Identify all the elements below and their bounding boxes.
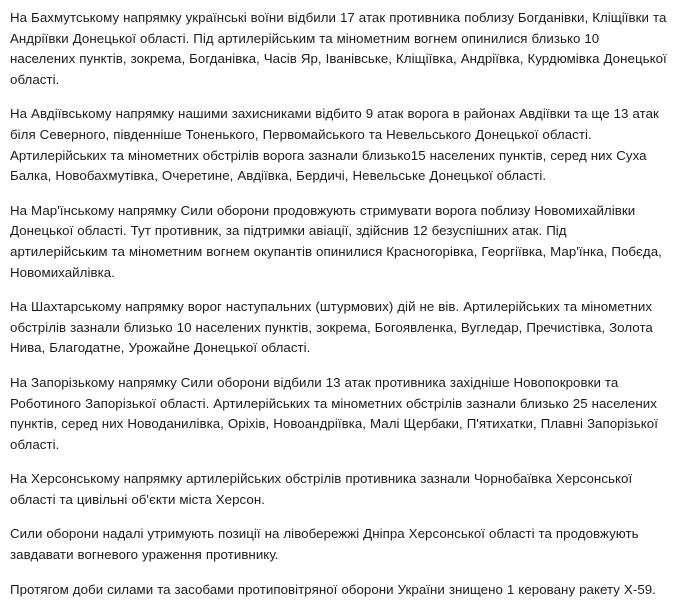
report-paragraph: На Херсонському напрямку артилерійських обстрілів противника зазнали Чорнобаївка Херсонської області та цивільні об'єкти міста Херсон. <box>10 471 633 507</box>
report-paragraph: Протягом доби силами та засобами протиповітряної оборони України знищено 1 керовану ракету Х-59. <box>10 581 656 597</box>
report-paragraph: На Запорізькому напрямку Сили оборони відбили 13 атак противника західніше Новопокровки та Роботиного Запорізької області. Артилерійських та мінометних обстрілів зазнали близько 25 населених пунктів, серед них Новоданилівка, Оріхів, Новоандріївка, Малі Щербаки, П'ятихатки, Плавні Запорізької області. <box>10 374 658 452</box>
report-paragraph: На Авдіївському напрямку нашими захисниками відбито 9 атак ворога в районах Авдіївки та ще 13 атак біля Северного, південніше Тоненького, Первомайського та Невельського Донецької області. Артилерійських та мінометних обстрілів ворога зазнали близько15 населених пунктів, серед них Суха Балка, Новобахмутівка, Очеретине, Авдіївка, Бердичі, Невельське Донецької області. <box>10 106 659 184</box>
report-paragraph: На Шахтарському напрямку ворог наступальних (штурмових) дій не вів. Артилерійських та мінометних обстрілів зазнали близько 10 населених пунктів, зокрема, Богоявленка, Вугледар, Пречистівка, Золота Нива, Благодатне, Урожайне Донецької області. <box>10 299 653 356</box>
report-paragraph: На Бахмутському напрямку українські воїни відбили 17 атак противника поблизу Богданівки, Кліщіївки та Андріївки Донецької області. Під артилерійським та мінометним вогнем опинилися близько 10 населених пунктів, зокрема, Богданівка, Часів Яр, Іванівське, Кліщіївка, Андріївка, Курдюмівка Донецької області. <box>10 10 667 87</box>
report-paragraph: На Мар'їнському напрямку Сили оборони продовжують стримувати ворога поблизу Новомихайлівки Донецької області. Тут противник, за підтримки авіації, здійснив 12 безуспішних атак. Під артилерійським та мінометним вогнем окупантів опинилися Красногорівка, Георгіївка, Мар'їнка, Побєда, Новомихайлівка. <box>10 202 662 280</box>
report-paragraph: Сили оборони надалі утримують позиції на лівобережжі Дніпра Херсонської області та продовжують завдавати вогневого ураження противнику. <box>10 526 639 563</box>
